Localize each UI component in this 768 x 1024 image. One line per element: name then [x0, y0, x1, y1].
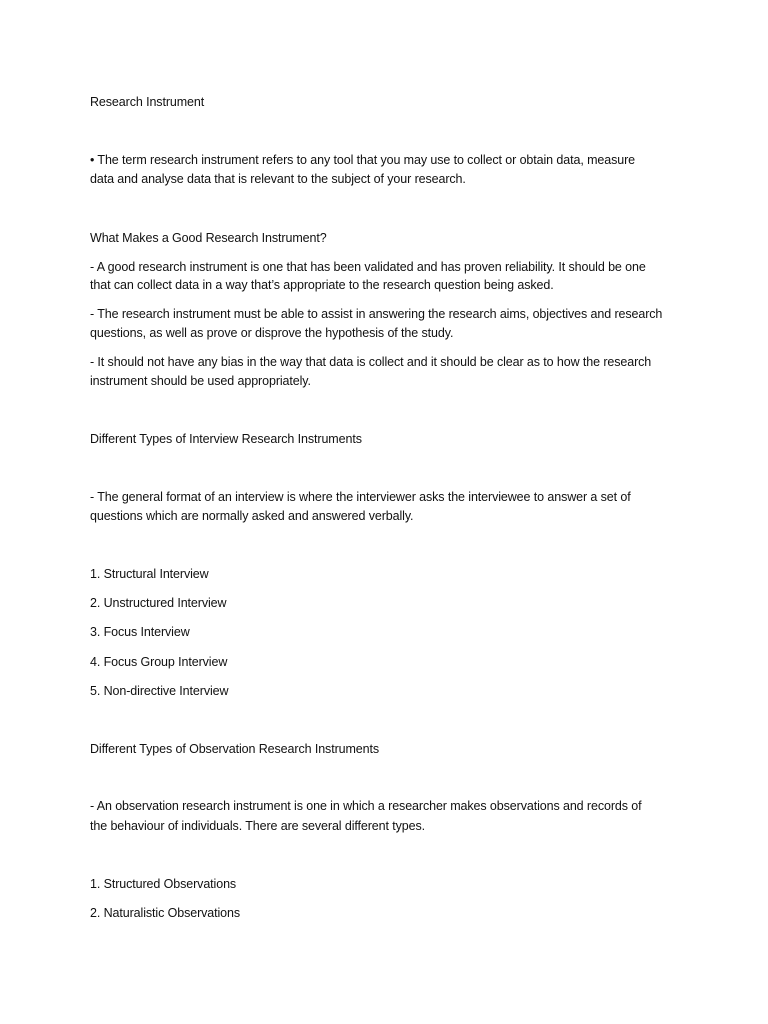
interview-item: 3. Focus Interview	[90, 625, 190, 639]
observation-heading: Different Types of Observation Research Instruments	[90, 742, 380, 756]
document-title: Research Instrument	[90, 95, 205, 109]
interview-heading: Different Types of Interview Research Instruments	[90, 432, 362, 446]
good-instrument-p3-line-2: instrument should be used appropriately.	[90, 374, 311, 388]
interview-desc-line-2: questions which are normally asked and answered verbally.	[90, 509, 414, 523]
definition-line-2: data and analyse data that is relevant to the subject of your research.	[90, 172, 466, 186]
good-instrument-p1-line-2: that can collect data in a way that’s appropriate to the research question being asked.	[90, 278, 554, 292]
interview-item: 4. Focus Group Interview	[90, 655, 228, 669]
interview-item: 2. Unstructured Interview	[90, 596, 227, 610]
observation-item: 2. Naturalistic Observations	[90, 906, 241, 920]
definition-line-1: • The term research instrument refers to any tool that you may use to collect or obtain data, measure	[90, 153, 636, 167]
observation-desc-line-2: the behaviour of individuals. There are several different types.	[90, 819, 426, 833]
observation-item: 1. Structured Observations	[90, 877, 237, 891]
good-instrument-p2-line-1: - The research instrument must be able to assist in answering the research aims, objectives and research	[90, 307, 663, 321]
good-instrument-p3-line-1: - It should not have any bias in the way that data is collect and it should be clear as to how the research	[90, 355, 652, 369]
interview-item: 1. Structural Interview	[90, 567, 209, 581]
good-instrument-p2-line-2: questions, as well as prove or disprove the hypothesis of the study.	[90, 326, 454, 340]
interview-item: 5. Non-directive Interview	[90, 684, 229, 698]
good-instrument-heading: What Makes a Good Research Instrument?	[90, 231, 327, 245]
observation-desc-line-1: - An observation research instrument is one in which a researcher makes observations and records of	[90, 799, 642, 813]
good-instrument-p1-line-1: - A good research instrument is one that has been validated and has proven reliability. It should be one	[90, 260, 646, 274]
interview-desc-line-1: - The general format of an interview is where the interviewer asks the interviewee to answer a set of	[90, 490, 631, 504]
